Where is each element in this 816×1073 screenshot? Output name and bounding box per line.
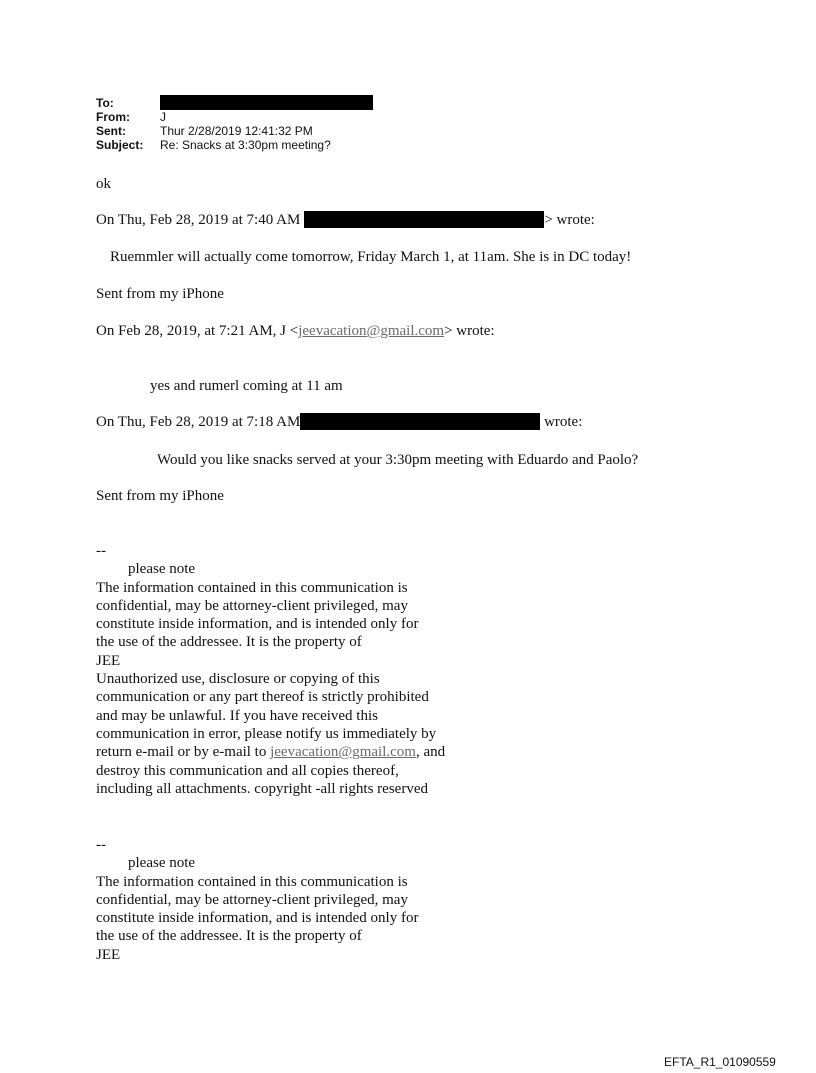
email-link[interactable]: jeevacation@gmail.com (298, 323, 445, 339)
notice-line-suffix: , and (415, 744, 446, 761)
sent-from-iphone-1: Sent from my iPhone (96, 286, 224, 302)
notice-line: constitute inside information, and is intended only for (96, 910, 419, 927)
confidentiality-notice (96, 836, 418, 964)
notice-line: constitute inside information, and is intended only for (96, 616, 419, 633)
notice-line-prefix: return e-mail or by e-mail to (96, 744, 271, 761)
from-label: From: (96, 110, 130, 124)
to-row (96, 96, 373, 110)
quote3-text: Would you like snacks served at your 3:30pm meeting with Eduardo and Paolo? (157, 452, 639, 468)
confidentiality-notice (96, 542, 445, 798)
signature-separator: -- (96, 837, 106, 853)
signature-separator: -- (96, 543, 106, 559)
subject-value: Re: Snacks at 3:30pm meeting? (160, 138, 331, 152)
reply-text: ok (96, 176, 111, 192)
sent-row (96, 124, 373, 138)
notice-line: Unauthorized use, disclosure or copying of this (96, 671, 380, 688)
notice-line: communication or any part thereof is strictly prohibited (96, 689, 429, 706)
quote2-suffix: > wrote: (444, 323, 495, 339)
quote1-text: Ruemmler will actually come tomorrow, Friday March 1, at 11am. She is in DC today! (110, 249, 632, 265)
notice-line: destroy this communication and all copies thereof, (96, 762, 399, 779)
notice-line: confidential, may be attorney-client privileged, may (96, 891, 408, 908)
subject-row (96, 138, 373, 152)
redaction-block (160, 95, 373, 110)
email-link[interactable]: jeevacation@gmail.com (270, 744, 416, 761)
sent-value: Thur 2/28/2019 12:41:32 PM (160, 124, 313, 138)
to-label: To: (96, 96, 114, 110)
notice-line: communication in error, please notify us immediately by (96, 725, 437, 742)
from-value: J (160, 110, 166, 124)
notice-line: The information contained in this communication is (96, 873, 408, 890)
document-id: EFTA_R1_01090559 (664, 1055, 776, 1069)
quote3-attribution (96, 413, 582, 431)
redaction-block (300, 413, 540, 430)
notice-line: and may be unlawful. If you have received this (96, 707, 378, 724)
notice-line: the use of the addressee. It is the property of (96, 928, 362, 945)
notice-heading: please note (128, 561, 196, 578)
quote1-attribution (96, 211, 595, 229)
quote3-suffix: wrote: (540, 414, 583, 430)
quote3-prefix: On Thu, Feb 28, 2019 at 7:18 AM (96, 414, 301, 430)
notice-line (96, 743, 445, 761)
quote1-suffix: > wrote: (544, 212, 595, 228)
notice-line: the use of the addressee. It is the property of (96, 634, 362, 651)
subject-label: Subject: (96, 138, 144, 152)
quote2-attribution (96, 322, 495, 340)
notice-line: The information contained in this communication is (96, 579, 408, 596)
sent-from-iphone-2: Sent from my iPhone (96, 488, 224, 504)
quote1-prefix: On Thu, Feb 28, 2019 at 7:40 AM (96, 212, 301, 228)
notice-line: JEE (96, 946, 121, 963)
sent-label: Sent: (96, 124, 126, 138)
notice-line: JEE (96, 652, 121, 669)
from-row (96, 110, 373, 124)
redaction-block (304, 211, 544, 228)
notice-heading: please note (128, 855, 196, 872)
notice-line: confidential, may be attorney-client privileged, may (96, 597, 408, 614)
quote2-prefix: On Feb 28, 2019, at 7:21 AM, J < (96, 323, 299, 339)
email-header (96, 96, 373, 152)
notice-line: including all attachments. copyright -all rights reserved (96, 780, 428, 797)
quote2-text: yes and rumerl coming at 11 am (150, 378, 343, 394)
